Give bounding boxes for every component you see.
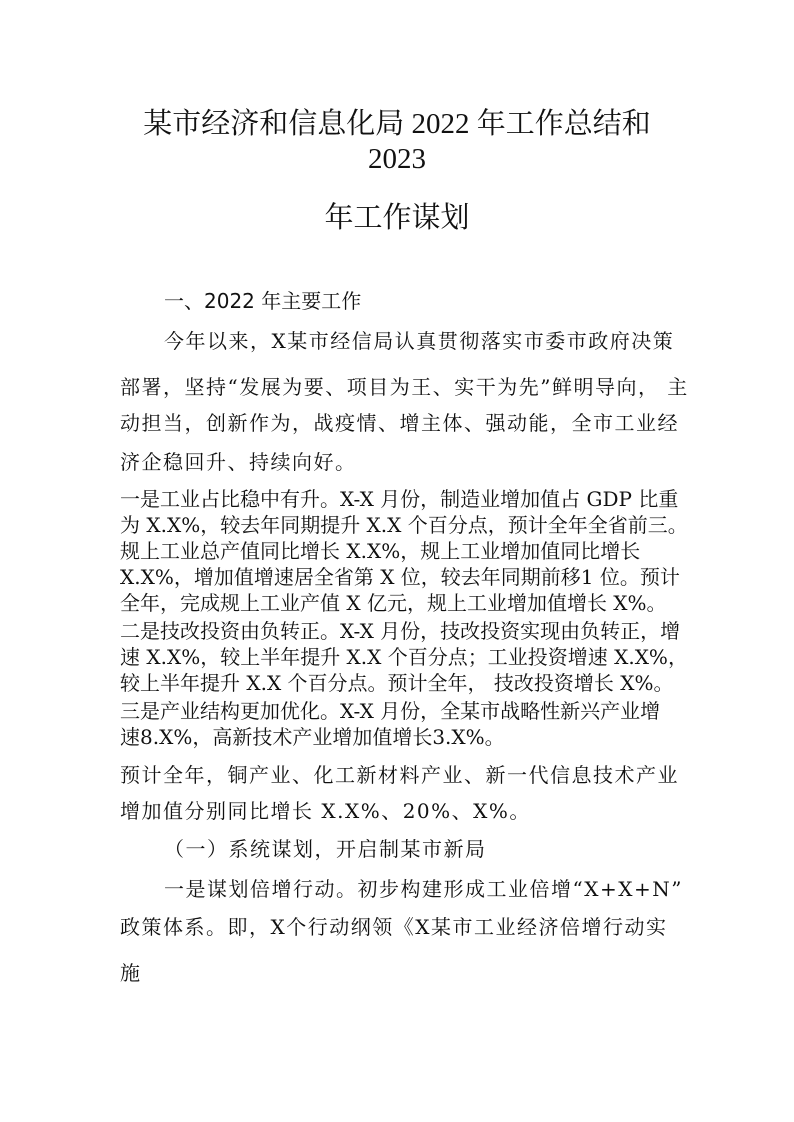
intro-paragraph-line: 济企稳回升、持续向好。 <box>120 450 357 474</box>
final-paragraph-line: 一是谋划倍增行动。初步构建形成工业倍增“X+X+N” <box>164 877 683 901</box>
forecast-line: 预计全年，铜产业、化工新材料产业、新一代信息技术产业 <box>120 763 679 787</box>
forecast-line: 增加值分别同比增长 X.X%、20%、X%。 <box>120 799 531 823</box>
achievement-line: 全年，完成规上工业产值 X 亿元，规上工业增加值增长 X%。 <box>120 591 667 615</box>
subheading: （一）系统谋划，开启制某市新局 <box>164 837 487 861</box>
achievement-line: 速 X.X%，较上半年提升 X.X 个百分点；工业投资增速 X.X%， <box>120 645 688 669</box>
achievement-line: 二是技改投资由负转正。X-X 月份，技改投资实现由负转正，增 <box>120 619 681 643</box>
achievement-line: 为 X.X%，较去年同期提升 X.X 个百分点，预计全年全省前三。 <box>120 513 688 537</box>
intro-paragraph-line: 部署，坚持“发展为要、项目为王、实干为先”鲜明导向， 主 <box>120 375 689 399</box>
final-paragraph-line: 政策体系。即，X个行动纲领《X某市工业经济倍增行动实 <box>120 915 668 939</box>
achievement-line: 较上半年提升 X.X 个百分点。预计全年， 技改投资增长 X%。 <box>120 671 674 695</box>
achievement-line: 规上工业总产值同比增长 X.X%，规上工业增加值同比增长 <box>120 539 641 563</box>
achievement-line: 一是工业占比稳中有升。X-X 月份，制造业增加值占 GDP 比重 <box>120 487 679 511</box>
document-title-line-2: 2023 <box>368 143 426 175</box>
intro-paragraph-line: 动担当，创新作为，战疫情、增主体、强动能，全市工业经 <box>120 411 679 435</box>
achievement-line: X.X%，增加值增速居全省第 X 位，较去年同期前移1 位。预计 <box>120 565 680 589</box>
intro-paragraph-line: 今年以来，X某市经信局认真贯彻落实市委市政府决策 <box>164 329 675 353</box>
achievement-line: 三是产业结构更加优化。X-X 月份，全某市战略性新兴产业增 <box>120 699 661 723</box>
final-paragraph-line: 施 <box>120 961 142 985</box>
document-title-line-1: 某市经济和信息化局 2022 年工作总结和 <box>143 108 651 140</box>
document-title-line-3: 年工作谋划 <box>324 202 470 234</box>
section-heading: 一、2022 年主要工作 <box>164 289 362 313</box>
achievement-line: 速8.X%，高新技术产业增加值增长3.X%。 <box>120 725 505 749</box>
